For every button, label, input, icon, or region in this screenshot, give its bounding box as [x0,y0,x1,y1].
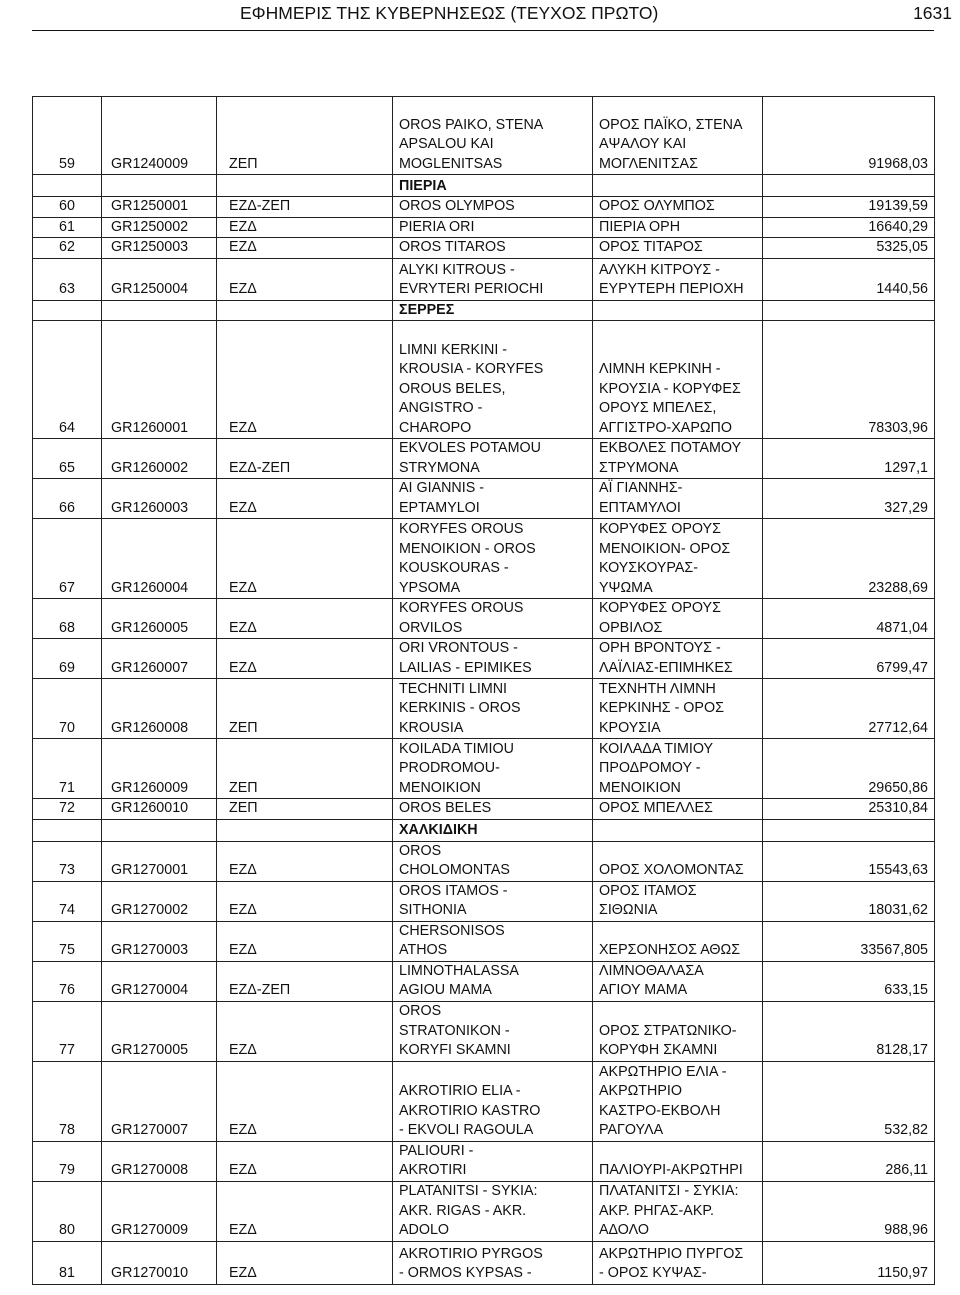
site-type: ΖΕΠ [217,97,393,175]
site-area: 988,96 [763,1181,935,1241]
site-code: GR1240009 [102,97,217,175]
site-code: GR1260008 [102,679,217,739]
empty-cell [33,819,102,841]
site-area: 6799,47 [763,639,935,679]
empty-cell [217,300,393,321]
table-body [33,97,935,1285]
site-type: ΕΖΔ [217,841,393,881]
site-code: GR1270008 [102,1141,217,1181]
site-name-latin: PALIOURI - AKROTIRI [393,1141,593,1181]
table-row [33,799,935,820]
site-type: ΕΖΔ [217,1141,393,1181]
table-row [33,238,935,259]
row-number: 75 [33,921,102,961]
site-type: ΕΖΔ [217,1181,393,1241]
row-number: 62 [33,238,102,259]
site-code: GR1260003 [102,479,217,519]
site-name-greek: ΤΕΧΝΗΤΗ ΛΙΜΝΗ ΚΕΡΚΙΝΗΣ - ΟΡΟΣ ΚΡΟΥΣΙΑ [593,679,763,739]
empty-cell [763,819,935,841]
region-heading: ΧΑΛΚΙΔΙΚΗ [393,819,593,841]
site-name-greek: ΟΡΟΣ ΧΟΛΟΜΟΝΤΑΣ [593,841,763,881]
site-name-latin: ORI VRONTOUS - LAILIAS - EPIMIKES [393,639,593,679]
row-number: 70 [33,679,102,739]
site-area: 23288,69 [763,519,935,599]
site-name-greek: ΟΡΟΣ ΤΙΤΑΡΟΣ [593,238,763,259]
site-type: ΕΖΔ [217,258,393,300]
row-number: 73 [33,841,102,881]
row-number: 66 [33,479,102,519]
site-code: GR1260007 [102,639,217,679]
row-number: 69 [33,639,102,679]
site-code: GR1270001 [102,841,217,881]
site-name-greek: ΟΡΟΣ ΙΤΑΜΟΣ ΣΙΘΩΝΙΑ [593,881,763,921]
site-type: ΕΖΔ [217,238,393,259]
site-area: 33567,805 [763,921,935,961]
row-number: 65 [33,439,102,479]
site-name-greek: ΟΡΟΣ ΟΛΥΜΠΟΣ [593,197,763,218]
table-row [33,197,935,218]
site-code: GR1270002 [102,881,217,921]
site-area: 18031,62 [763,881,935,921]
page-number: 1631 [913,3,952,23]
table-row [33,321,935,439]
site-type: ΕΖΔ [217,921,393,961]
site-area: 78303,96 [763,321,935,439]
site-type: ΕΖΔ [217,1001,393,1061]
empty-cell [102,819,217,841]
site-name-greek: ΛΙΜΝΗ ΚΕΡΚΙΝΗ - ΚΡΟΥΣΙΑ - ΚΟΡΥΦΕΣ ΟΡΟΥΣ ΜΠΕΛΕΣ, ΑΓΓΙΣΤΡΟ-ΧΑΡΩΠΟ [593,321,763,439]
empty-cell [593,819,763,841]
site-area: 16640,29 [763,217,935,238]
site-code: GR1260005 [102,599,217,639]
site-type: ΕΖΔ [217,1061,393,1141]
table-row [33,1061,935,1141]
table-row [33,258,935,300]
row-number: 63 [33,258,102,300]
empty-cell [593,300,763,321]
row-number: 80 [33,1181,102,1241]
site-code: GR1270003 [102,921,217,961]
region-heading: ΠΙΕΡΙΑ [393,175,593,197]
site-type: ΕΖΔ-ΖΕΠ [217,197,393,218]
site-area: 19139,59 [763,197,935,218]
site-code: GR1260002 [102,439,217,479]
table-row [33,841,935,881]
empty-cell [217,819,393,841]
region-row [33,300,935,321]
table-row [33,519,935,599]
site-code: GR1270010 [102,1241,217,1284]
site-area: 1440,56 [763,258,935,300]
row-number: 68 [33,599,102,639]
site-type: ΖΕΠ [217,799,393,820]
site-name-latin: OROS OLYMPOS [393,197,593,218]
table-row [33,1241,935,1284]
site-code: GR1260001 [102,321,217,439]
site-name-greek: ΟΡΟΣ ΠΑΪΚΟ, ΣΤΕΝΑ ΑΨΑΛΟΥ ΚΑΙ ΜΟΓΛΕΝΙΤΣΑΣ [593,97,763,175]
site-name-latin: KOILADA TIMIOU PRODROMOU- MENOIKION [393,739,593,799]
site-name-latin: KORYFES OROUS MENOIKION - OROS KOUSKOURAS - YPSOMA [393,519,593,599]
site-name-latin: LIMNOTHALASSA AGIOU MAMA [393,961,593,1001]
site-code: GR1270004 [102,961,217,1001]
site-type: ΕΖΔ [217,217,393,238]
site-name-latin: EKVOLES POTAMOU STRYMONA [393,439,593,479]
site-name-latin: AKROTIRIO PYRGOS - ORMOS KYPSAS - [393,1241,593,1284]
row-number: 77 [33,1001,102,1061]
site-name-latin: TECHNITI LIMNI KERKINIS - OROS KROUSIA [393,679,593,739]
empty-cell [102,175,217,197]
site-name-greek: ΛΙΜΝΟΘΑΛΑΣΑ ΑΓΙΟΥ ΜΑΜΑ [593,961,763,1001]
site-name-latin: LIMNI KERKINI - KROUSIA - KORYFES OROUS BELES, ANGISTRO - CHAROPO [393,321,593,439]
region-row [33,175,935,197]
table-row [33,679,935,739]
site-type: ΕΖΔ [217,321,393,439]
site-type: ΖΕΠ [217,679,393,739]
site-area: 1297,1 [763,439,935,479]
site-area: 633,15 [763,961,935,1001]
site-name-latin: OROS PAIKO, STENA APSALOU KAI MOGLENITSAS [393,97,593,175]
site-name-greek: ΑΛΥΚΗ ΚΙΤΡΟΥΣ - ΕΥΡΥΤΕΡΗ ΠΕΡΙΟΧΗ [593,258,763,300]
table-row [33,739,935,799]
site-code: GR1260010 [102,799,217,820]
site-name-latin: OROS BELES [393,799,593,820]
region-row [33,819,935,841]
table-row [33,439,935,479]
site-name-latin: AKROTIRIO ELIA - AKROTIRIO KASTRO - EKVOLI RAGOULA [393,1061,593,1141]
table-row [33,881,935,921]
row-number: 72 [33,799,102,820]
site-name-greek: ΠΙΕΡΙΑ ΟΡΗ [593,217,763,238]
region-heading: ΣΕΡΡΕΣ [393,300,593,321]
site-name-latin: PLATANITSI - SYKIA: AKR. RIGAS - AKR. ADOLO [393,1181,593,1241]
row-number: 67 [33,519,102,599]
site-type: ΕΖΔ [217,881,393,921]
site-name-latin: PIERIA ORI [393,217,593,238]
site-code: GR1270009 [102,1181,217,1241]
table-row [33,1141,935,1181]
empty-cell [33,175,102,197]
site-type: ΖΕΠ [217,739,393,799]
empty-cell [33,300,102,321]
row-number: 71 [33,739,102,799]
row-number: 61 [33,217,102,238]
row-number: 59 [33,97,102,175]
table-row [33,1001,935,1061]
site-code: GR1250002 [102,217,217,238]
site-area: 4871,04 [763,599,935,639]
site-area: 8128,17 [763,1001,935,1061]
site-code: GR1270007 [102,1061,217,1141]
site-name-latin: OROS STRATONIKON - KORYFI SKAMNI [393,1001,593,1061]
table-row [33,599,935,639]
site-name-latin: AI GIANNIS - EPTAMYLOI [393,479,593,519]
site-name-greek: ΧΕΡΣΟΝΗΣΟΣ ΑΘΩΣ [593,921,763,961]
site-code: GR1250003 [102,238,217,259]
site-name-latin: OROS TITAROS [393,238,593,259]
site-name-latin: ALYKI KITROUS - EVRYTERI PERIOCHI [393,258,593,300]
natura-sites-table [32,96,935,1285]
site-area: 29650,86 [763,739,935,799]
empty-cell [217,175,393,197]
site-type: ΕΖΔ [217,599,393,639]
site-name-greek: ΠΛΑΤΑΝΙΤΣΙ - ΣΥΚΙΑ: ΑΚΡ. ΡΗΓΑΣ-ΑΚΡ. ΑΔΟΛΟ [593,1181,763,1241]
site-code: GR1270005 [102,1001,217,1061]
site-name-greek: ΠΑΛΙΟΥΡΙ-ΑΚΡΩΤΗΡΙ [593,1141,763,1181]
site-name-latin: KORYFES OROUS ORVILOS [393,599,593,639]
row-number: 79 [33,1141,102,1181]
row-number: 78 [33,1061,102,1141]
site-area: 15543,63 [763,841,935,881]
site-type: ΕΖΔ-ΖΕΠ [217,439,393,479]
empty-cell [763,175,935,197]
site-type: ΕΖΔ [217,639,393,679]
site-name-greek: ΟΡΗ ΒΡΟΝΤΟΥΣ - ΛΑΪΛΙΑΣ-ΕΠΙΜΗΚΕΣ [593,639,763,679]
site-type: ΕΖΔ-ΖΕΠ [217,961,393,1001]
site-area: 327,29 [763,479,935,519]
header-rule [32,30,934,31]
site-area: 5325,05 [763,238,935,259]
site-name-greek: ΑΪ ΓΙΑΝΝΗΣ- ΕΠΤΑΜΥΛΟΙ [593,479,763,519]
site-name-greek: ΟΡΟΣ ΜΠΕΛΛΕΣ [593,799,763,820]
table-row [33,961,935,1001]
site-name-greek: ΑΚΡΩΤΗΡΙΟ ΕΛΙΑ - ΑΚΡΩΤΗΡΙΟ ΚΑΣΤΡΟ-ΕΚΒΟΛΗ ΡΑΓΟΥΛΑ [593,1061,763,1141]
site-name-greek: ΚΟΡΥΦΕΣ ΟΡΟΥΣ ΟΡΒΙΛΟΣ [593,599,763,639]
row-number: 74 [33,881,102,921]
site-code: GR1250001 [102,197,217,218]
site-code: GR1250004 [102,258,217,300]
site-code: GR1260009 [102,739,217,799]
row-number: 76 [33,961,102,1001]
site-area: 91968,03 [763,97,935,175]
site-name-greek: ΑΚΡΩΤΗΡΙΟ ΠΥΡΓΟΣ - ΟΡΟΣ ΚΥΨΑΣ- [593,1241,763,1284]
empty-cell [593,175,763,197]
row-number: 81 [33,1241,102,1284]
site-type: ΕΖΔ [217,1241,393,1284]
site-code: GR1260004 [102,519,217,599]
table-row [33,921,935,961]
site-type: ΕΖΔ [217,479,393,519]
site-type: ΕΖΔ [217,519,393,599]
table-row [33,97,935,175]
site-name-greek: ΟΡΟΣ ΣΤΡΑΤΩΝΙΚΟ- ΚΟΡΥΦΗ ΣΚΑΜΝΙ [593,1001,763,1061]
table-row [33,639,935,679]
page-header [0,0,960,32]
site-area: 27712,64 [763,679,935,739]
table-row [33,479,935,519]
empty-cell [763,300,935,321]
site-area: 1150,97 [763,1241,935,1284]
empty-cell [102,300,217,321]
site-name-latin: OROS ITAMOS - SITHONIA [393,881,593,921]
row-number: 64 [33,321,102,439]
site-name-latin: OROS CHOLOMONTAS [393,841,593,881]
table-row [33,217,935,238]
site-area: 532,82 [763,1061,935,1141]
site-name-latin: CHERSONISOS ATHOS [393,921,593,961]
row-number: 60 [33,197,102,218]
site-name-greek: ΚΟΡΥΦΕΣ ΟΡΟΥΣ ΜΕΝΟΙΚΙΟΝ- ΟΡΟΣ ΚΟΥΣΚΟΥΡΑΣ- ΥΨΩΜΑ [593,519,763,599]
site-name-greek: ΚΟΙΛΑΔΑ ΤΙΜΙΟΥ ΠΡΟΔΡΟΜΟΥ - ΜΕΝΟΙΚΙΟΝ [593,739,763,799]
site-area: 25310,84 [763,799,935,820]
site-area: 286,11 [763,1141,935,1181]
table-row [33,1181,935,1241]
gazette-title: ΕΦΗΜΕΡΙΣ ΤΗΣ ΚΥΒΕΡΝΗΣΕΩΣ (ΤΕΥΧΟΣ ΠΡΩΤΟ) [240,3,659,23]
site-name-greek: ΕΚΒΟΛΕΣ ΠΟΤΑΜΟΥ ΣΤΡΥΜΟΝΑ [593,439,763,479]
